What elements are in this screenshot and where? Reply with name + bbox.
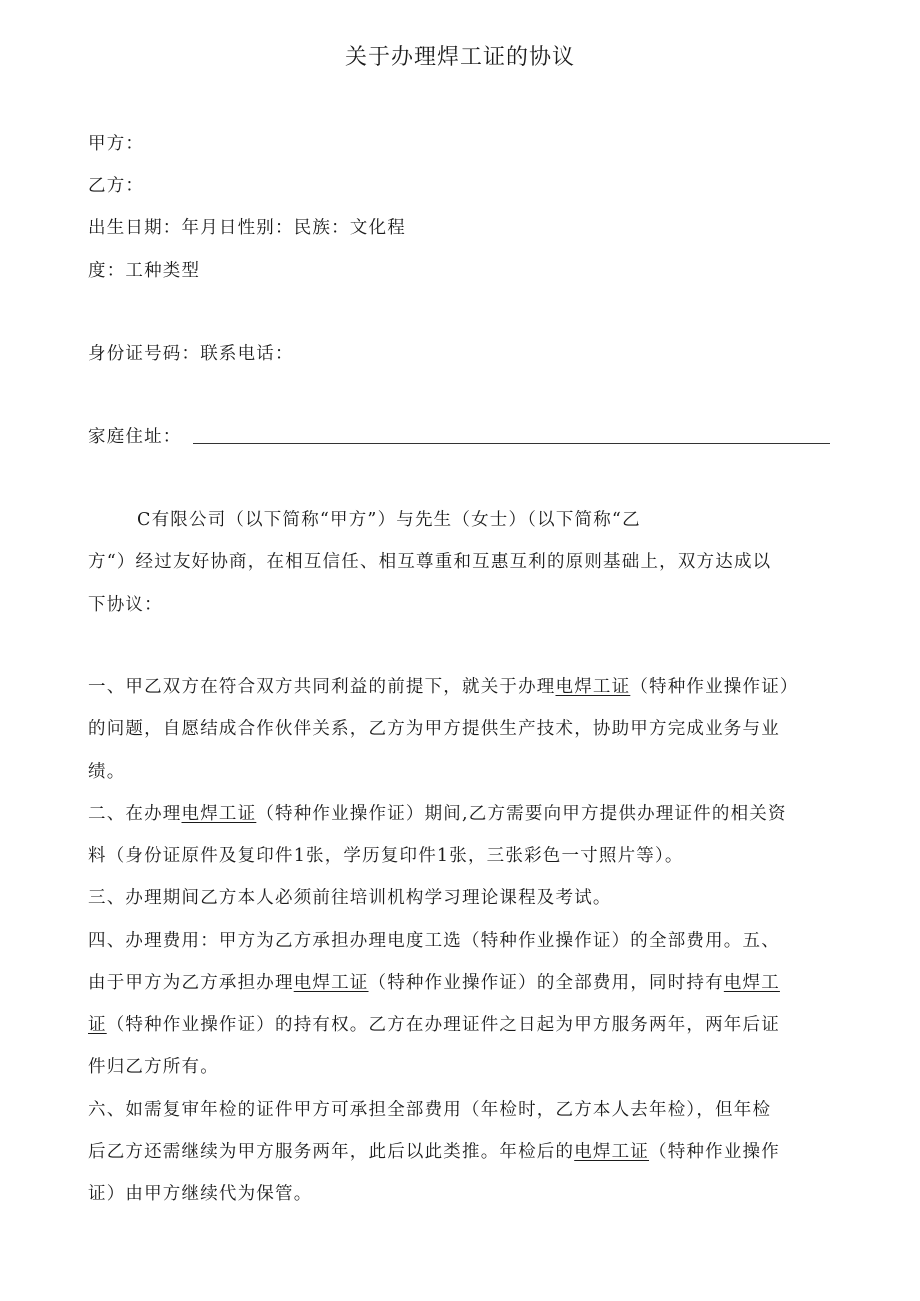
degree-type-line: 度：工种类型 <box>88 261 201 281</box>
id-phone-line: 身份证号码：联系电话： <box>88 344 294 364</box>
certificate-term: 电焊工证 <box>181 804 257 824</box>
clause-1-line-3: 绩。 <box>88 762 126 782</box>
clause-2-line-2: 料（身份证原件及复印件1张，学历复印件1张，三张彩色一寸照片等）。 <box>88 846 684 866</box>
clause-text: （特种作业操作证）的全部费用，同时持有 <box>368 973 724 993</box>
clause-3-line-1: 三、办理期间乙方本人必须前往培训机构学习理论课程及考试。 <box>88 888 612 908</box>
party-b-field: 乙方： <box>88 176 145 196</box>
clause-2-line-1 <box>88 803 787 825</box>
intro-line-1: C有限公司（以下简称“甲方”）与先生（女士）（以下简称“乙 <box>137 510 641 530</box>
certificate-term: 电焊工证 <box>293 973 369 993</box>
clause-text: （特种作业操作证）的持有权。乙方在办理证件之日起为甲方服务两年，两年后证 <box>106 1015 780 1035</box>
address-label: 家庭住址： <box>88 427 182 447</box>
clause-text: 二、在办理 <box>88 804 182 824</box>
certificate-term: 证 <box>88 1015 107 1035</box>
clause-6-line-1: 六、如需复审年检的证件甲方可承担全部费用（年检时，乙方本人去年检），但年检 <box>88 1100 772 1120</box>
clause-text: 由于甲方为乙方承担办理 <box>88 973 294 993</box>
address-underline <box>193 443 830 444</box>
certificate-term: 电焊工证 <box>574 1142 650 1162</box>
clause-4-line-1: 四、办理费用：甲方为乙方承担办理电度工选（特种作业操作证）的全部费用。五、 <box>88 931 780 951</box>
clause-1-line-1 <box>88 676 799 698</box>
birth-info-line: 出生日期：年月日性别：民族：文化程 <box>88 218 406 238</box>
clause-text: 一、甲乙双方在符合双方共同利益的前提下，就关于办理 <box>88 677 556 697</box>
clause-text: （特种作业操作证） <box>630 677 799 697</box>
certificate-term: 电焊工证 <box>555 677 631 697</box>
clause-5-line-1 <box>88 972 780 994</box>
clause-text: 后乙方还需继续为甲方服务两年，此后以此类推。年检后的 <box>88 1142 575 1162</box>
clause-text: （特种作业操作 <box>649 1142 780 1162</box>
clause-6-line-3: 证）由甲方继续代为保管。 <box>88 1184 313 1204</box>
intro-line-2: 方“）经过友好协商，在相互信任、相互尊重和互惠互利的原则基础上，双方达成以 <box>88 552 772 572</box>
clause-6-line-2 <box>88 1141 780 1163</box>
clause-text: （特种作业操作证）期间,乙方需要向甲方提供办理证件的相关资 <box>256 804 787 824</box>
certificate-term: 电焊工 <box>723 973 780 993</box>
clause-5-line-3: 件归乙方所有。 <box>88 1057 219 1077</box>
clause-1-line-2: 的问题，自愿结成合作伙伴关系，乙方为甲方提供生产技术，协助甲方完成业务与业 <box>88 719 780 739</box>
clause-5-line-2 <box>88 1014 780 1036</box>
document-title: 关于办理焊工证的协议 <box>344 45 575 70</box>
party-a-field: 甲方： <box>88 134 145 154</box>
intro-line-3: 下协议： <box>88 595 163 615</box>
